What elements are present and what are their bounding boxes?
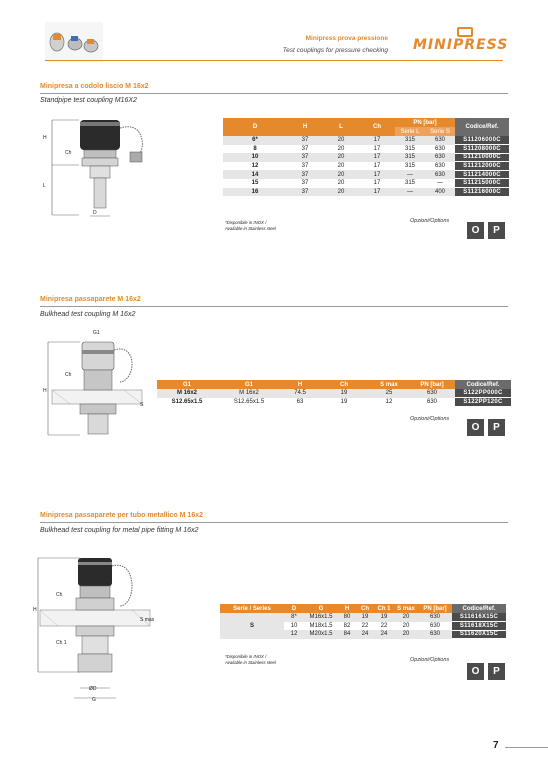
option-o-badge[interactable]: O [467,222,484,239]
col-header: Serie / Series [220,604,284,613]
table-cell: 22 [361,622,369,629]
header-product-photo [45,22,103,62]
section3-table-wrap [220,604,506,639]
table-code-cell: S11616X15C [452,613,506,622]
table-cell: M16x1.5 [304,613,338,622]
table-cell: S12.65x1.5 [171,398,203,405]
table-cell: 630 [429,622,440,629]
col-header: G1 [157,380,217,389]
table-code-cell: S122PP000C [455,389,511,398]
table-cell: 8* [284,613,304,622]
table-cell: 15 [251,180,259,187]
col-header-code: Codice/Ref. [455,118,509,136]
section2-rule [40,306,508,307]
logo-text: MINIPRESS [413,37,509,53]
table-cell: 24 [356,630,374,639]
dim-label-l: L [43,183,46,189]
table-cell: 20 [323,170,359,179]
dim-label-ch: Ch [65,150,72,156]
col-header: Ch [359,118,395,136]
table-code-cell: S11212000C [455,162,509,171]
col-header: G1 [217,380,281,389]
dim-label-g: G [92,697,96,703]
table-cell: 315 [404,180,415,187]
col-header: Ch [356,604,374,613]
section2-table [157,380,511,407]
table-row [157,398,511,407]
table-cell: 37 [287,136,323,145]
table-cell: 19 [374,613,394,622]
col-header: S max [369,380,409,389]
table-cell: 37 [301,180,309,187]
table-cell: 630 [418,613,452,622]
dim-label-ch: Ch [56,592,63,598]
table-cell: 17 [359,188,395,197]
section3-table [220,604,506,639]
section2-title-it: Minipresa passaparete M 16x2 [40,296,141,303]
table-row [223,162,509,171]
col-header: D [223,118,287,136]
table-cell: — [437,180,443,187]
table-row [223,188,509,197]
note-line: Available in Stainless steel [225,659,276,665]
option-o-badge[interactable]: O [467,419,484,436]
col-subheader: Serie S [425,127,455,136]
table-cell: 37 [287,188,323,197]
dim-label-d: D [93,210,97,216]
table-cell: 20 [402,622,410,629]
col-header-code: Codice/Ref. [455,380,511,389]
table-cell: 12 [385,398,393,405]
section3-rule [40,522,508,523]
table-cell: 630 [434,145,445,152]
table-cell: M20x1.5 [304,630,338,639]
section1-drawing [44,110,184,225]
table-cell: 80 [338,613,356,622]
dim-label-h: H [33,607,37,613]
section1-title-en: Standpipe test coupling M16X2 [40,97,137,104]
table-cell: 17 [373,145,381,152]
col-header: PN [bar] [395,118,455,127]
table-cell: 74.5 [281,389,319,398]
table-row [223,145,509,154]
option-p-badge[interactable]: P [488,419,505,436]
table-cell: 10 [290,622,298,629]
table-cell: 6* [223,136,287,145]
table-cell: 16 [223,188,287,197]
col-header: S max [394,604,418,613]
col-header: H [338,604,356,613]
col-header: H [287,118,323,136]
section3-title-it: Minipresa passaparete per tubo metallico M 16x2 [40,512,204,519]
table-cell: 17 [359,136,395,145]
dim-label-d: ØD [89,686,97,692]
option-o-badge[interactable]: O [467,663,484,680]
table-cell: 20 [337,180,345,187]
col-header: Ch [319,380,369,389]
table-cell: 37 [301,145,309,152]
page-number: 7 [493,740,499,751]
table-cell: 630 [425,136,455,145]
col-header: L [323,118,359,136]
table-cell: 20 [323,188,359,197]
table-cell: 630 [425,153,455,162]
col-header-code: Codice/Ref. [452,604,506,613]
table-cell: 10 [223,153,287,162]
dim-label-smax: S max [140,617,155,623]
section1-title-it: Minipresa a codolo liscio M 16x2 [40,83,149,90]
table-cell: M 16x2 [217,389,281,398]
dim-label-h: H [43,388,47,394]
note-line: Available in Stainless steel [225,225,276,231]
table-cell: 315 [404,163,415,170]
table-cell: 20 [323,153,359,162]
table-cell: — [395,188,425,197]
col-header: G [304,604,338,613]
header-title-en: Test couplings for pressure checking [282,47,388,54]
table-row [223,136,509,145]
col-subheader: Serie L [395,127,425,136]
table-cell: 24 [374,630,394,639]
table-cell: 630 [418,630,452,639]
dim-label-h: H [43,135,47,141]
table-cell: 20 [394,630,418,639]
section1-rule [40,93,508,94]
table-row [157,389,511,398]
col-header: D [284,604,304,613]
table-cell: 17 [373,163,381,170]
col-header: PN [bar] [418,604,452,613]
dim-label-g1: G1 [93,330,100,336]
table-cell: 20 [394,613,418,622]
table-cell: 315 [395,153,425,162]
header-title-it: Minipress prova pressione [305,35,388,42]
table-code-cell: S11216000C [455,188,509,197]
table-code-cell: S11210000C [455,153,509,162]
table-cell: 22 [380,622,388,629]
header-rule [45,60,503,61]
dim-label-ch1: Ch 1 [56,640,67,646]
section2-table-wrap [157,380,511,407]
table-code-cell: S11620X15C [452,630,506,639]
table-cell: M18x1.5 [309,622,333,629]
table-cell: 20 [337,163,345,170]
option-p-badge[interactable]: P [488,222,505,239]
note-line: *Disponibile in INOX / [225,654,267,659]
section2-options-label: Opzioni/Options [410,416,450,422]
footer-rule [505,747,548,748]
section3-note [225,654,276,665]
table-cell: 37 [287,170,323,179]
table-code-cell: S11214000C [455,170,509,179]
col-header: H [281,380,319,389]
section3-title-en: Bulkhead test coupling for metal pipe fitting M 16x2 [40,527,199,534]
table-row [220,613,506,622]
table-cell: 25 [369,389,409,398]
table-row [223,170,509,179]
section3-options-label: Opzioni/Options [410,657,450,663]
table-cell: 19 [340,398,348,405]
table-row [223,179,509,188]
table-cell: 20 [337,145,345,152]
table-cell: M 16x2 [157,389,217,398]
table-cell: 19 [319,389,369,398]
col-header: PN [bar] [409,380,455,389]
series-cell: S [220,613,284,639]
table-cell: 14 [223,170,287,179]
table-cell: 82 [343,622,351,629]
table-cell: 17 [373,180,381,187]
table-cell: 315 [395,136,425,145]
section2-drawing [40,330,160,445]
table-cell: 8 [253,145,257,152]
table-code-cell: S11215000C [455,179,509,188]
table-cell: 400 [425,188,455,197]
table-cell: 19 [356,613,374,622]
table-cell: 630 [426,398,437,405]
table-cell: 63 [296,398,304,405]
option-p-badge[interactable]: P [488,663,505,680]
table-cell: — [395,170,425,179]
col-header: Ch 1 [374,604,394,613]
table-cell: 37 [287,153,323,162]
table-cell: 84 [338,630,356,639]
note-line: *Disponibile in INOX / [225,220,267,225]
table-cell: 17 [359,153,395,162]
minipress-logo [413,27,509,55]
table-code-cell: S11208000C [455,145,509,154]
section1-table [223,118,509,197]
table-cell: 17 [359,170,395,179]
table-cell: 630 [434,163,445,170]
table-code-cell: S11206000C [455,136,509,145]
table-cell: 630 [409,389,455,398]
section2-title-en: Bulkhead test coupling M 16x2 [40,311,136,318]
table-cell: S12.65x1.5 [233,398,265,405]
section1-table-wrap [223,118,509,197]
table-cell: 20 [323,136,359,145]
logo-mark-icon [457,27,473,37]
table-code-cell: S11618X15C [452,622,506,631]
table-cell: 630 [425,170,455,179]
table-row [223,153,509,162]
section1-note [225,220,276,231]
table-cell: 315 [404,145,415,152]
dim-label-s: S [140,402,144,408]
table-cell: 12 [284,630,304,639]
dim-label-ch: Ch [65,372,72,378]
table-cell: 37 [301,163,309,170]
table-code-cell: S122PP120C [455,398,511,407]
table-cell: 12 [251,163,259,170]
section1-options-label: Opzioni/Options [410,218,450,224]
